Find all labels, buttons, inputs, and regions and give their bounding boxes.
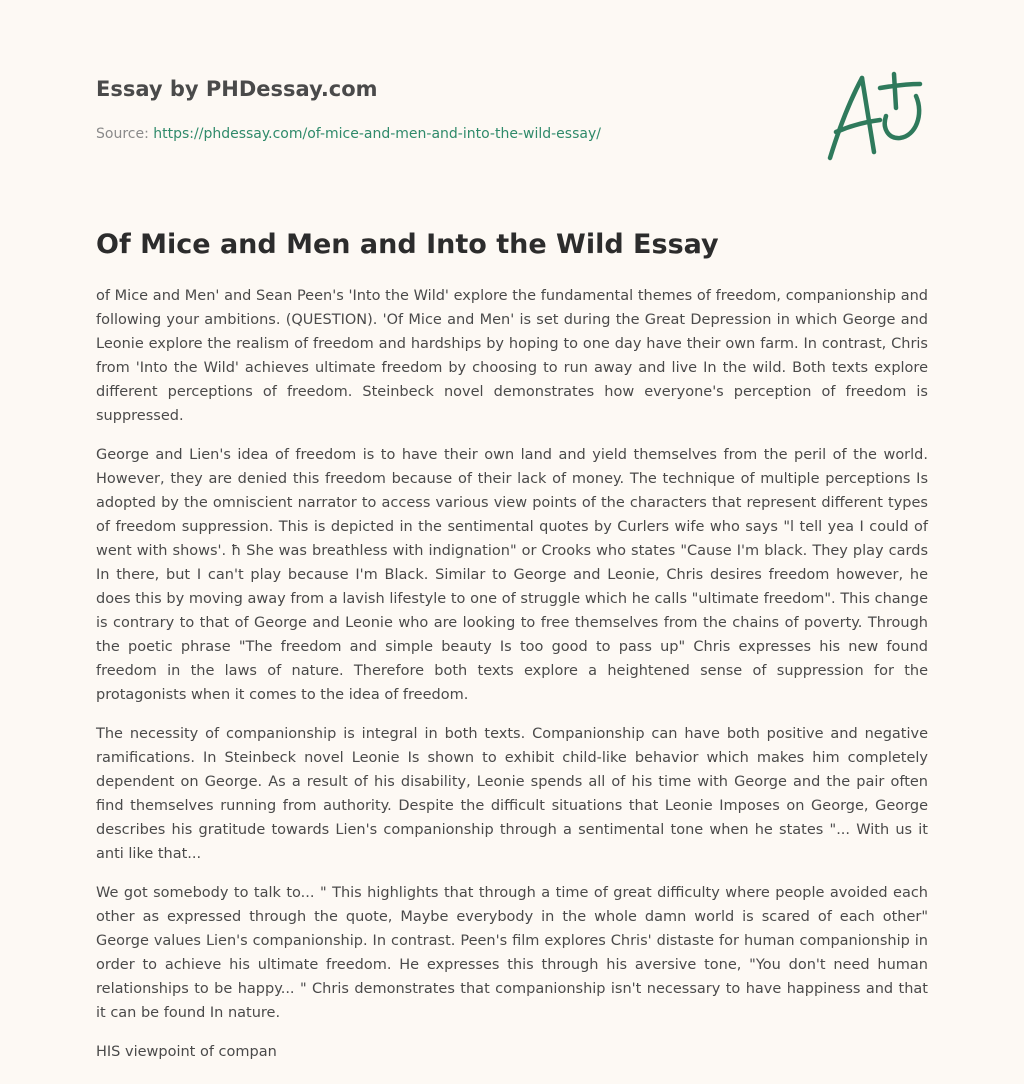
essay-body <box>96 284 928 1079</box>
source-line <box>96 124 928 144</box>
essay-paragraph: of Mice and Men' and Sean Peen's 'Into the Wild' explore the fundamental themes of freedom, companionship and following your ambitions. (QUESTION). 'Of Mice and Men' is set during the Great Depression in which George and Leonie explore the realism of freedom and hardships by hoping to one day have their own farm. In contrast, Chris from 'Into the Wild' achieves ultimate freedom by choosing to run away and live In the wild. Both texts explore different perceptions of freedom. Steinbeck novel demonstrates how everyone's perception of freedom is suppressed. <box>96 288 928 424</box>
essay-paragraph-truncated: HIS viewpoint of compan <box>96 1044 277 1060</box>
essay-paragraph: We got somebody to talk to... " This highlights that through a time of great difficulty where people avoided each other as expressed through the quote, Maybe everybody in the whole damn world is scared of each other" George values Lien's companionship. In contrast. Peen's film explores Chris' distaste for human companionship in order to achieve his ultimate freedom. He expresses this through his aversive tone, "You don't need human relationships to be happy... " Chris demonstrates that companionship isn't necessary to have happiness and that it can be found In nature. <box>96 885 928 1021</box>
essay-paragraph: The necessity of companionship is integral in both texts. Companionship can have both positive and negative ramifications. In Steinbeck novel Leonie Is shown to exhibit child-like behavior which makes him completely dependent on George. As a result of his disability, Leonie spends all of his time with George and the pair often find themselves running from authority. Despite the difficult situations that Leonie Imposes on George, George describes his gratitude towards Lien's companionship through a sentimental tone when he states "... With us it anti like that... <box>96 726 928 862</box>
essay-paragraph: George and Lien's idea of freedom is to have their own land and yield themselves from the peril of the world. However, they are denied this freedom because of their lack of money. The technique of multiple perceptions Is adopted by the omniscient narrator to access various view points of the characters that represent different types of freedom suppression. This is depicted in the sentimental quotes by Curlers wife who says "l tell yea I could of went with shows'. ħ She was breathless with indignation" or Crooks who states "Cause I'm black. They play cards In there, but I can't play because I'm Black. Similar to George and Leonie, Chris desires freedom however, he does this by moving away from a lavish lifestyle to one of struggle which he calls "ultimate freedom". This change is contrary to that of George and Leonie who are looking to free themselves from the chains of poverty. Through the poetic phrase "The freedom and simple beauty Is too good to pass up" Chris expresses his new found freedom in the laws of nature. Therefore both texts explore a heightened sense of suppression for the protagonists when it comes to the idea of freedom. <box>96 447 928 703</box>
source-link[interactable]: https://phdessay.com/of-mice-and-men-and-into-the-wild-essay/ <box>153 126 601 142</box>
essay-header <box>96 74 928 144</box>
source-label: Source: <box>96 126 154 142</box>
a-plus-logo-icon <box>820 66 928 166</box>
site-title: Essay by PHDessay.com <box>96 77 378 101</box>
a-plus-grade-logo <box>820 66 928 166</box>
essay-title: Of Mice and Men and Into the Wild Essay <box>96 229 719 260</box>
